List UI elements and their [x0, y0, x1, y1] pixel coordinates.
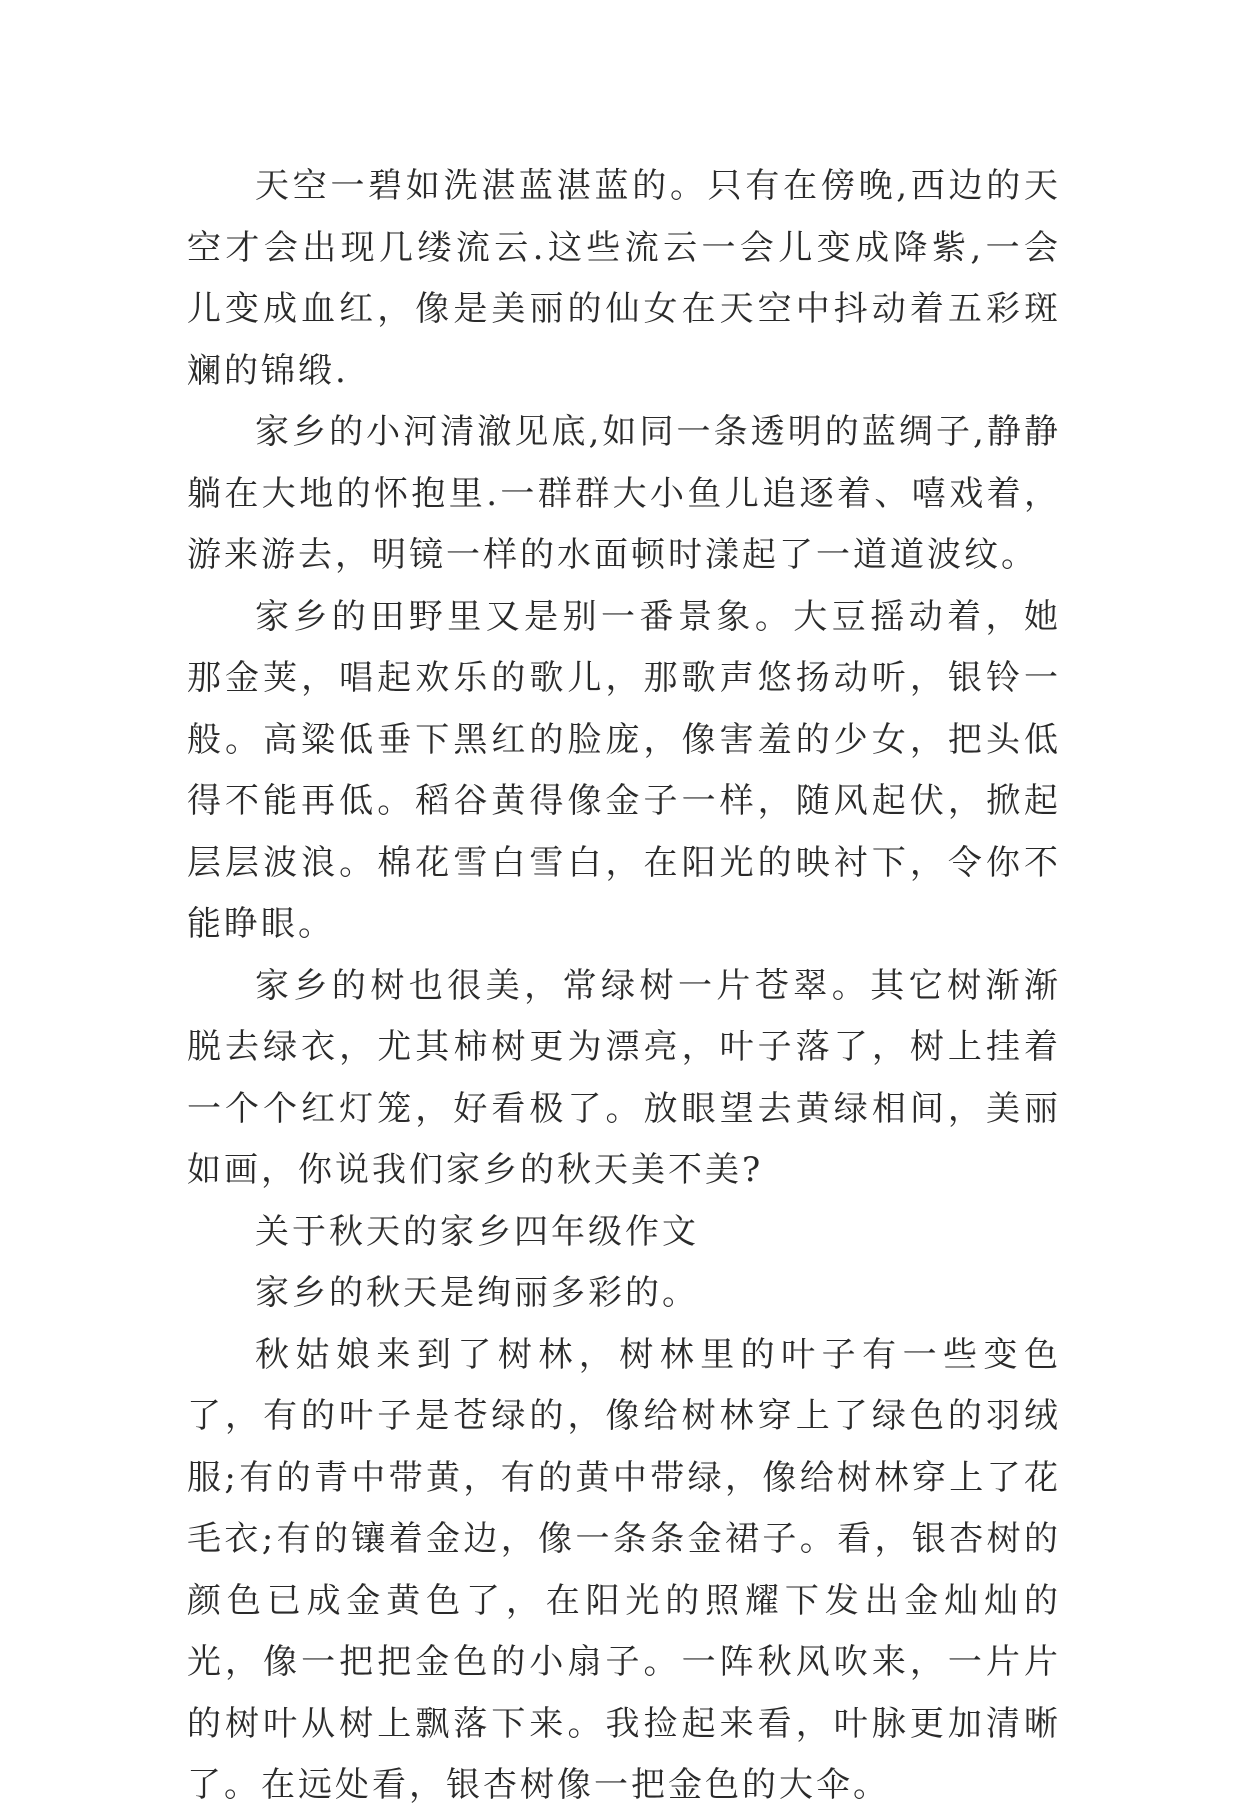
paragraph-forest: 秋姑娘来到了树林，树林里的叶子有一些变色了，有的叶子是苍绿的，像给树林穿上了绿色的羽绒服;有的青中带黄，有的黄中带绿，像给树林穿上了花毛衣;有的镶着金边，像一条条金裙子。看，银杏树的颜色已成金黄色了，在阳光的照耀下发出金灿灿的光，像一把把金色的小扇子。一阵秋风吹来，一片片的树叶从树上飘落下来。我捡起来看，叶脉更加清晰了。在远处看，银杏树像一把金色的大伞。	[187, 1334, 1061, 1805]
document-body	[187, 156, 1061, 1817]
essay-title: 关于秋天的家乡四年级作文	[255, 1211, 699, 1252]
paragraph-sky: 天空一碧如洗湛蓝湛蓝的。只有在傍晚,西边的天空才会出现几缕流云.这些流云一会儿变成降紫,一会儿变成血红，像是美丽的仙女在天空中抖动着五彩斑斓的锦缎.	[187, 166, 1061, 391]
paragraph-river: 家乡的小河清澈见底,如同一条透明的蓝绸子,静静躺在大地的怀抱里.一群群大小鱼儿追逐着、嘻戏着，游来游去，明镜一样的水面顿时漾起了一道道波纹。	[187, 412, 1061, 575]
paragraph-intro: 家乡的秋天是绚丽多彩的。	[255, 1273, 699, 1313]
paragraph-fields: 家乡的田野里又是别一番景象。大豆摇动着，她那金荚，唱起欢乐的歌儿，那歌声悠扬动听，银铃一般。高粱低垂下黑红的脸庞，像害羞的少女，把头低得不能再低。稻谷黄得像金子一样，随风起伏，掀起层层波浪。棉花雪白雪白，在阳光的映衬下，令你不能睁眼。	[187, 596, 1061, 944]
paragraph-trees: 家乡的树也很美，常绿树一片苍翠。其它树渐渐脱去绿衣，尤其柿树更为漂亮，叶子落了，树上挂着一个个红灯笼，好看极了。放眼望去黄绿相间，美丽如画，你说我们家乡的秋天美不美?	[187, 965, 1061, 1190]
